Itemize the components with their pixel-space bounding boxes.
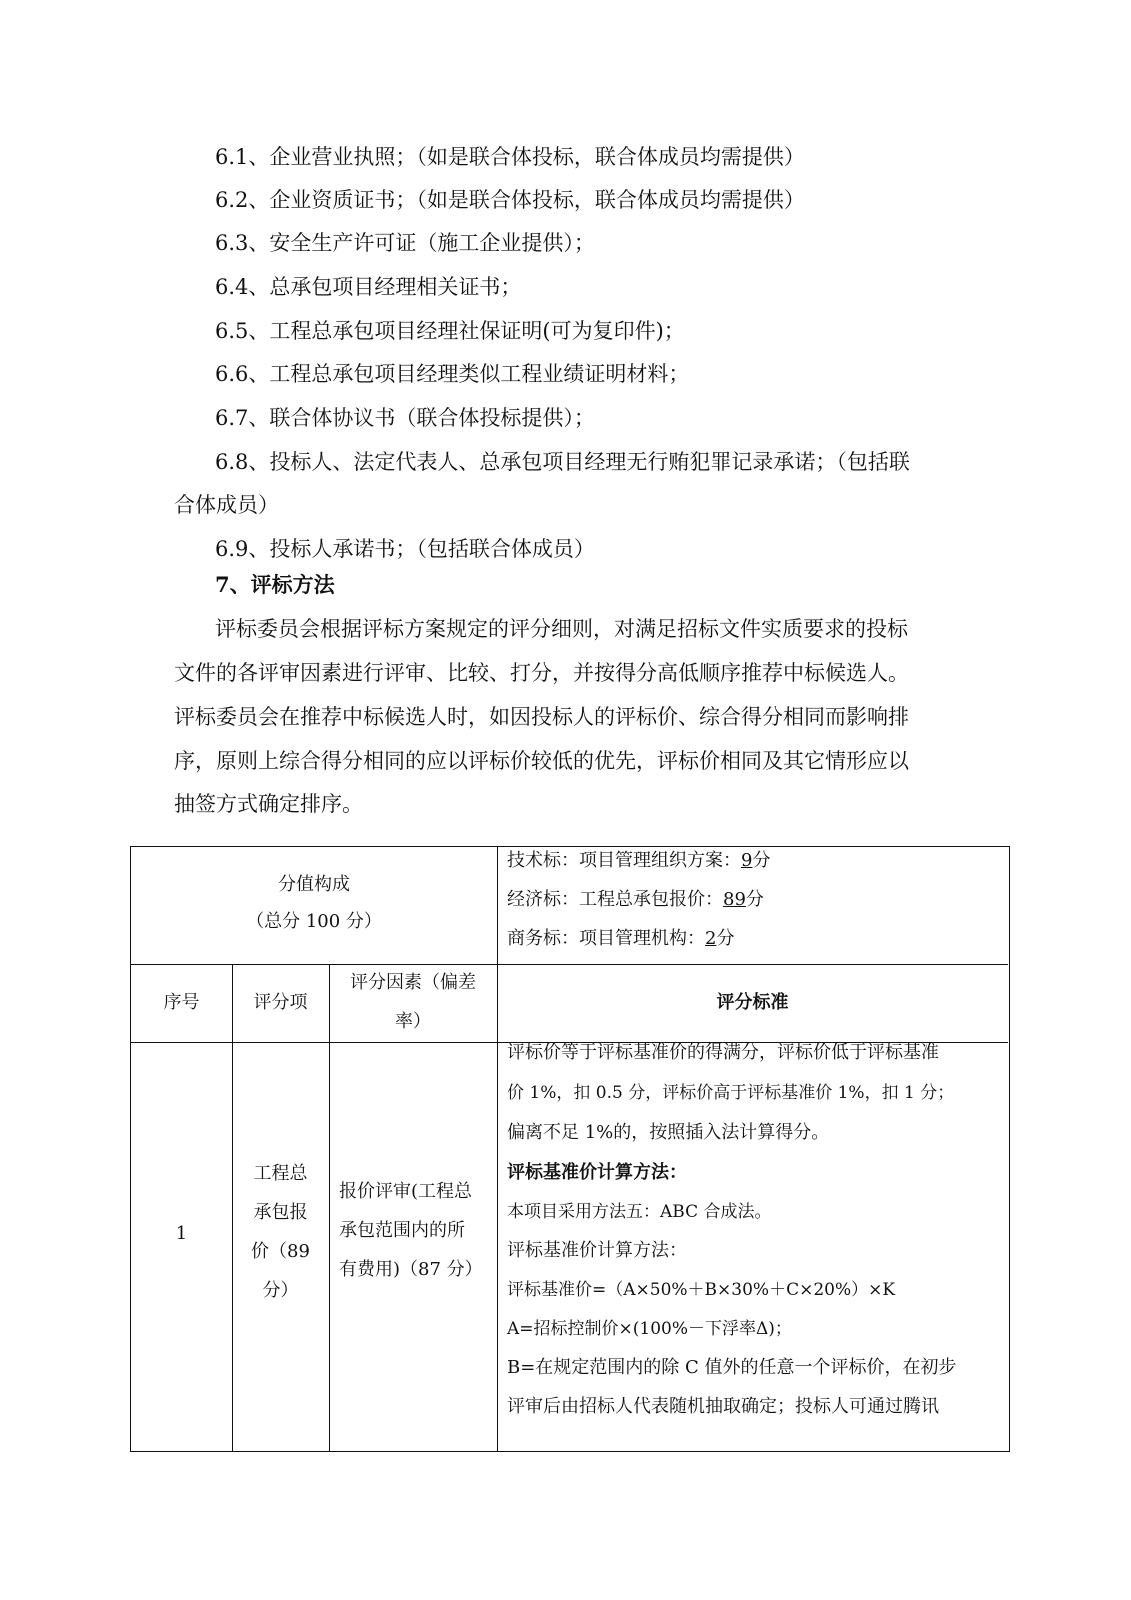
row1-criteria-line9: B=在规定范围内的除 C 值外的任意一个评标价，在初步 bbox=[507, 1357, 957, 1378]
composition-economic-score: 89 bbox=[723, 889, 746, 910]
item-6-9: 6.9、投标人承诺书；（包括联合体成员） bbox=[215, 537, 595, 561]
row1-criteria-line4: 评标基准价计算方法： bbox=[507, 1162, 687, 1183]
section-heading: 7、评标方法 bbox=[215, 572, 335, 597]
row1-criteria-line2: 价 1%，扣 0.5 分，评标价高于评标基准价 1%，扣 1 分； bbox=[507, 1083, 955, 1103]
row1-criteria-line6: 评标基准价计算方法： bbox=[507, 1240, 687, 1261]
paragraph-line-2: 文件的各评审因素进行评审、比较、打分，并按得分高低顺序推荐中标候选人。 bbox=[174, 661, 909, 685]
item-6-2: 6.2、企业资质证书；（如是联合体投标，联合体成员均需提供） bbox=[215, 188, 805, 212]
header-factor-line1: 评分因素（偏差 bbox=[350, 972, 476, 993]
row1-factor-line3: 有费用)（87 分） bbox=[339, 1259, 483, 1280]
row1-item-line3: 价（89 bbox=[251, 1241, 310, 1262]
composition-business-unit: 分 bbox=[716, 928, 735, 949]
composition-business bbox=[507, 919, 734, 959]
item-6-5: 6.5、工程总承包项目经理社保证明(可为复印件)； bbox=[215, 319, 685, 343]
composition-business-label: 商务标：项目管理机构： bbox=[507, 928, 705, 949]
composition-total: （总分 100 分） bbox=[246, 911, 382, 932]
composition-economic bbox=[507, 880, 764, 920]
table-vline-3 bbox=[497, 964, 498, 1452]
row1-criteria-line8: A=招标控制价×(100%－下浮率Δ)； bbox=[507, 1319, 792, 1339]
row1-criteria-line1: 评标价等于评标基准价的得满分，评标价低于评标基准 bbox=[507, 1042, 939, 1063]
composition-business-score: 2 bbox=[705, 928, 717, 949]
item-6-1: 6.1、企业营业执照；（如是联合体投标，联合体成员均需提供） bbox=[215, 145, 805, 169]
composition-label: 分值构成 bbox=[278, 874, 350, 895]
composition-technical-unit: 分 bbox=[752, 850, 771, 871]
composition-technical-score: 9 bbox=[741, 850, 753, 871]
paragraph-line-1: 评标委员会根据评标方案规定的评分细则，对满足招标文件实质要求的投标 bbox=[215, 617, 908, 641]
table-vline-composition bbox=[497, 847, 498, 964]
composition-economic-unit: 分 bbox=[745, 889, 764, 910]
row1-item-line4: 分） bbox=[262, 1280, 299, 1301]
paragraph-line-5: 抽签方式确定排序。 bbox=[174, 792, 363, 816]
composition-technical bbox=[507, 841, 770, 881]
row1-factor-line2: 承包范围内的所 bbox=[339, 1220, 465, 1241]
header-no: 序号 bbox=[163, 992, 200, 1013]
row1-factor-line1: 报价评审(工程总 bbox=[339, 1181, 473, 1202]
row1-no: 1 bbox=[175, 1223, 188, 1244]
header-criteria: 评分标准 bbox=[716, 992, 789, 1013]
row1-item-line1: 工程总 bbox=[253, 1163, 308, 1184]
table-hline-1 bbox=[131, 964, 1008, 965]
item-6-8-cont: 合体成员） bbox=[174, 493, 279, 517]
header-item: 评分项 bbox=[253, 992, 308, 1013]
composition-economic-label: 经济标：工程总承包报价： bbox=[507, 889, 723, 910]
row1-criteria-line7: 评标基准价=（A×50%＋B×30%＋C×20%）×K bbox=[507, 1280, 896, 1300]
row1-criteria-line5: 本项目采用方法五：ABC 合成法。 bbox=[507, 1202, 772, 1222]
item-6-7: 6.7、联合体协议书（联合体投标提供）； bbox=[215, 406, 595, 430]
row1-item-line2: 承包报 bbox=[253, 1202, 308, 1223]
paragraph-line-4: 序，原则上综合得分相同的应以评标价较低的优先，评标价相同及其它情形应以 bbox=[174, 749, 909, 773]
item-6-6: 6.6、工程总承包项目经理类似工程业绩证明材料； bbox=[215, 362, 690, 386]
scoring-table bbox=[130, 846, 1010, 1452]
item-6-3: 6.3、安全生产许可证（施工企业提供）； bbox=[215, 231, 595, 255]
item-6-8: 6.8、投标人、法定代表人、总承包项目经理无行贿犯罪记录承诺；（包括联 bbox=[215, 450, 910, 474]
row1-criteria-line10: 评审后由招标人代表随机抽取确定；投标人可通过腾讯 bbox=[507, 1396, 939, 1417]
header-factor-line2: 率） bbox=[395, 1011, 431, 1032]
item-6-4: 6.4、总承包项目经理相关证书； bbox=[215, 275, 522, 299]
paragraph-line-3: 评标委员会在推荐中标候选人时，如因投标人的评标价、综合得分相同而影响排 bbox=[174, 705, 909, 729]
row1-criteria-line3: 偏离不足 1%的，按照插入法计算得分。 bbox=[507, 1122, 830, 1143]
composition-technical-label: 技术标：项目管理组织方案： bbox=[507, 850, 741, 871]
